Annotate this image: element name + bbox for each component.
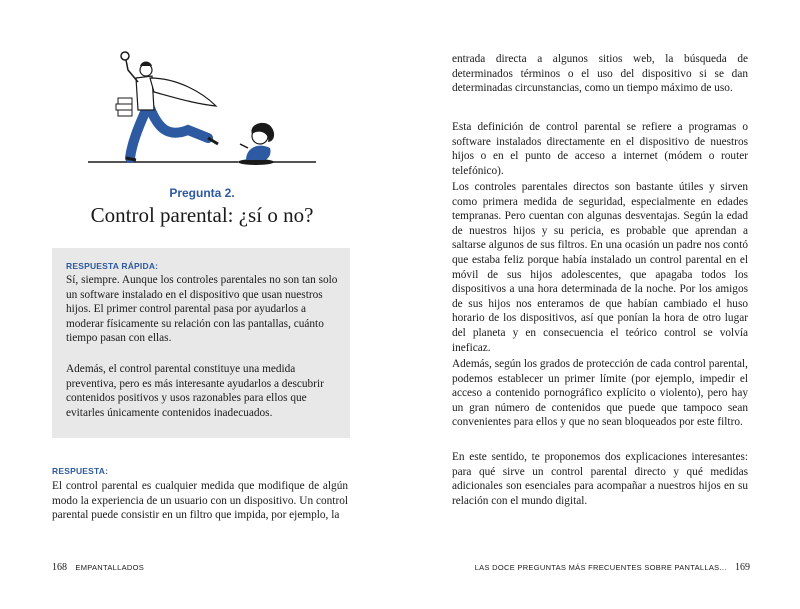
body-paragraph: Esta definición de control parental se refiere a programas o software instalados directamente en el dispositivo de nuestros hijos o en el punto de acceso a internet (módem o router telefónico). <box>452 121 748 177</box>
page-number: 169 <box>735 562 750 573</box>
left-footer <box>52 562 144 573</box>
body-paragraph: Además, según los grados de protección de cada control parental, podemos establecer un primer límite (por ejemplo, impedir el acceso a contenido pornográfico explícito o violento), pero hay un gran número de contenidos que puede que tampoco sean convenientes para ellos y que no sean bloqueados por este filtro. <box>452 358 748 429</box>
body-paragraph: En este sentido, te proponemos dos explicaciones interesantes: para qué sirve un control parental directo y qué medidas adicionales son esenciales para acompañar a nuestros hijos en su relación con el mundo digital. <box>452 451 748 507</box>
quick-answer-paragraph: Sí, siempre. Aunque los controles parentales no son tan solo un software instalado en el dispositivo que usan nuestros hijos. El primer control parental pasa por ayudarlos a moderar físicamente su relación con las pantallas, cuánto tiempo pasan con ellas. <box>66 274 338 345</box>
quick-answer-label: RESPUESTA RÁPIDA: <box>66 261 159 271</box>
running-title: EMPANTALLADOS <box>75 563 145 572</box>
question-label: Pregunta 2. <box>169 186 235 200</box>
answer-paragraph: El control parental es cualquier medida que modifique de algún modo la experiencia de un usuario con un dispositivo. Un control parental puede consistir en un filtro que impida, por ejemplo, la <box>52 480 348 522</box>
question-title: Control parental: ¿sí o no? <box>90 203 314 227</box>
quick-answer-box <box>52 248 350 438</box>
page-number: 168 <box>52 562 67 573</box>
parent-chasing-child-illustration <box>88 48 316 168</box>
right-page <box>400 0 800 609</box>
running-title: LAS DOCE PREGUNTAS MÁS FRECUENTES SOBRE PANTALLAS... <box>474 563 727 572</box>
body-paragraph: entrada directa a algunos sitios web, la búsqueda de determinados términos o el uso del dispositivo si se dan determinadas circunstancias, como un tiempo máximo de uso. <box>452 53 748 95</box>
right-footer <box>475 562 750 573</box>
answer-label: RESPUESTA: <box>52 466 109 476</box>
body-paragraph: Los controles parentales directos son bastante útiles y sirven como primera medida de seguridad, especialmente en edades tempranas. Pero cuentan con algunas desventajas. Según la edad de nuestros hijos y su pericia, es probable que aprendan a saltarse algunos de sus filtros. En una ocasión un padre nos contó que estaba feliz porque había instalado un control parental en el móvil de sus hijos adolescentes, que apagaba todos los dispositivos a una hora determinada de la noche. Por los amigos de sus hijos nos enteramos de que habían cambiado el huso horario de los dispositivos, así que ponían la hora de otro lugar del planeta y en consecuencia el teórico control se volvía ineficaz. <box>452 181 748 354</box>
quick-answer-paragraph: Además, el control parental constituye una medida preventiva, pero es más interesante ayudarlos a descubrir contenidos positivos y usos razonables para ellos que evitarles únicamente contenidos inadecuados. <box>66 363 324 419</box>
